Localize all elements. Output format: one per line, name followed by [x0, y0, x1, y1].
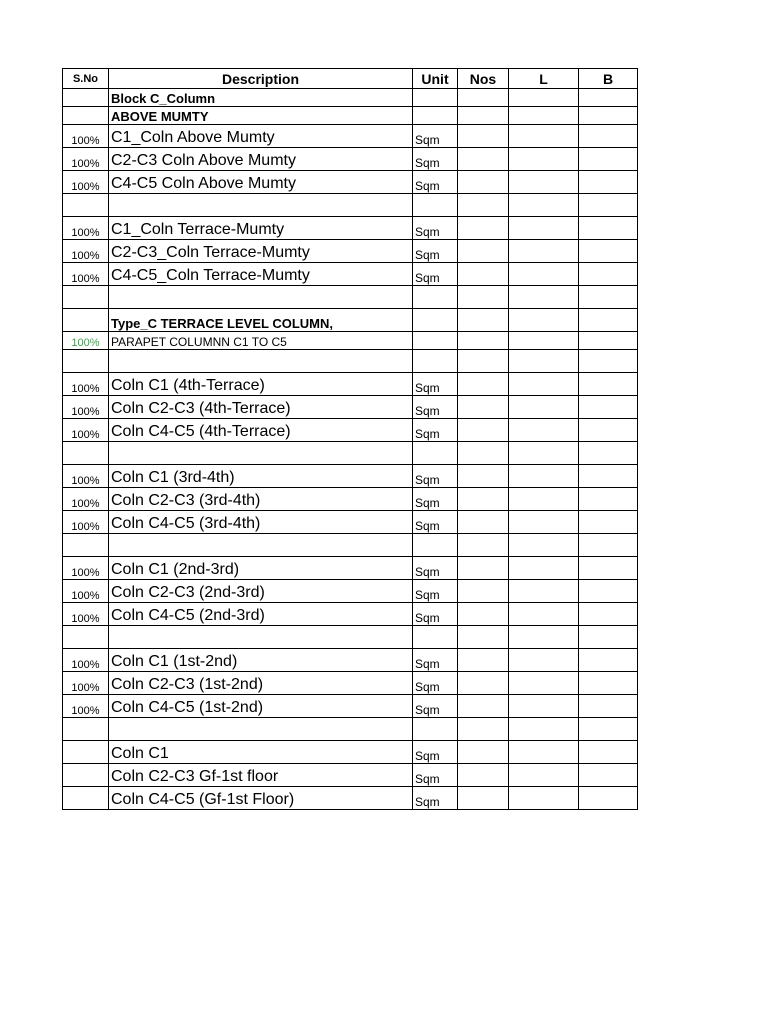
cell-l[interactable]: [509, 217, 579, 240]
cell-nos[interactable]: [458, 419, 509, 442]
cell-l[interactable]: [509, 240, 579, 263]
cell-b[interactable]: [579, 465, 638, 488]
cell-unit[interactable]: Sqm: [413, 741, 458, 764]
header-b[interactable]: B: [579, 69, 638, 89]
cell-description[interactable]: Coln C4-C5 (3rd-4th): [109, 511, 413, 534]
cell-sno[interactable]: [63, 534, 109, 557]
cell-b[interactable]: [579, 194, 638, 217]
cell-l[interactable]: [509, 332, 579, 350]
cell-sno[interactable]: [63, 194, 109, 217]
cell-unit[interactable]: [413, 350, 458, 373]
cell-b[interactable]: [579, 263, 638, 286]
cell-l[interactable]: [509, 465, 579, 488]
cell-b[interactable]: [579, 718, 638, 741]
table-row: [63, 695, 638, 718]
cell-nos[interactable]: [458, 626, 509, 649]
cell-description[interactable]: Coln C4-C5 (1st-2nd): [109, 695, 413, 718]
cell-sno[interactable]: 100%: [63, 263, 109, 286]
cell-sno[interactable]: 100%: [63, 419, 109, 442]
cell-description[interactable]: Coln C1 (4th-Terrace): [109, 373, 413, 396]
header-row: [63, 69, 638, 89]
cell-sno[interactable]: 100%: [63, 488, 109, 511]
cell-unit[interactable]: Sqm: [413, 465, 458, 488]
cell-nos[interactable]: [458, 240, 509, 263]
cell-unit[interactable]: [413, 534, 458, 557]
header-unit[interactable]: Unit: [413, 69, 458, 89]
cell-b[interactable]: [579, 649, 638, 672]
table-row: [63, 511, 638, 534]
cell-sno[interactable]: [63, 350, 109, 373]
cell-description[interactable]: Coln C2-C3 Gf-1st floor: [109, 764, 413, 787]
cell-description[interactable]: Coln C4-C5 (Gf-1st Floor): [109, 787, 413, 810]
cell-description[interactable]: [109, 626, 413, 649]
cell-sno[interactable]: [63, 626, 109, 649]
cell-b[interactable]: [579, 695, 638, 718]
cell-nos[interactable]: [458, 787, 509, 810]
cell-unit[interactable]: Sqm: [413, 171, 458, 194]
table-row: [63, 107, 638, 125]
cell-l[interactable]: [509, 649, 579, 672]
cell-sno[interactable]: 100%: [63, 649, 109, 672]
cell-l[interactable]: [509, 741, 579, 764]
header-l[interactable]: L: [509, 69, 579, 89]
cell-description[interactable]: Coln C2-C3 (4th-Terrace): [109, 396, 413, 419]
cell-sno[interactable]: 100%: [63, 511, 109, 534]
cell-description[interactable]: Coln C1: [109, 741, 413, 764]
cell-b[interactable]: [579, 672, 638, 695]
cell-b[interactable]: [579, 580, 638, 603]
cell-sno[interactable]: 100%: [63, 465, 109, 488]
table-row: [63, 580, 638, 603]
cell-sno[interactable]: [63, 764, 109, 787]
cell-l[interactable]: [509, 534, 579, 557]
cell-description[interactable]: ABOVE MUMTY: [109, 107, 413, 125]
cell-b[interactable]: [579, 787, 638, 810]
cell-nos[interactable]: [458, 741, 509, 764]
cell-sno[interactable]: 100%: [63, 217, 109, 240]
cell-sno[interactable]: [63, 741, 109, 764]
table-row: [63, 194, 638, 217]
cell-sno[interactable]: 100%: [63, 603, 109, 626]
cell-l[interactable]: [509, 787, 579, 810]
cell-nos[interactable]: [458, 125, 509, 148]
cell-sno[interactable]: 100%: [63, 580, 109, 603]
header-sno[interactable]: S.No: [63, 69, 109, 89]
cell-description[interactable]: Coln C4-C5 (4th-Terrace): [109, 419, 413, 442]
cell-sno[interactable]: 100%: [63, 125, 109, 148]
cell-unit[interactable]: Sqm: [413, 764, 458, 787]
cell-unit[interactable]: Sqm: [413, 649, 458, 672]
cell-b[interactable]: [579, 373, 638, 396]
cell-description[interactable]: Coln C2-C3 (1st-2nd): [109, 672, 413, 695]
cell-b[interactable]: [579, 89, 638, 107]
table-row: [63, 488, 638, 511]
cell-b[interactable]: [579, 107, 638, 125]
table-row: [63, 764, 638, 787]
cell-nos[interactable]: [458, 672, 509, 695]
cell-sno[interactable]: [63, 107, 109, 125]
cell-l[interactable]: [509, 511, 579, 534]
cell-nos[interactable]: [458, 89, 509, 107]
cell-b[interactable]: [579, 442, 638, 465]
cell-unit[interactable]: Sqm: [413, 488, 458, 511]
table-row: [63, 419, 638, 442]
cell-description[interactable]: Coln C2-C3 (3rd-4th): [109, 488, 413, 511]
table-row: [63, 534, 638, 557]
cell-description[interactable]: Coln C2-C3 (2nd-3rd): [109, 580, 413, 603]
cell-b[interactable]: [579, 396, 638, 419]
cell-nos[interactable]: [458, 286, 509, 309]
cell-unit[interactable]: [413, 194, 458, 217]
cell-description[interactable]: [109, 286, 413, 309]
cell-l[interactable]: [509, 373, 579, 396]
cell-description[interactable]: [109, 534, 413, 557]
cell-l[interactable]: [509, 89, 579, 107]
cell-description[interactable]: Coln C4-C5 (2nd-3rd): [109, 603, 413, 626]
cell-b[interactable]: [579, 350, 638, 373]
cell-b[interactable]: [579, 534, 638, 557]
cell-l[interactable]: [509, 396, 579, 419]
cell-b[interactable]: [579, 626, 638, 649]
cell-b[interactable]: [579, 309, 638, 332]
cell-nos[interactable]: [458, 396, 509, 419]
cell-l[interactable]: [509, 148, 579, 171]
cell-l[interactable]: [509, 125, 579, 148]
cell-description[interactable]: C1_Coln Above Mumty: [109, 125, 413, 148]
cell-l[interactable]: [509, 309, 579, 332]
cell-l[interactable]: [509, 263, 579, 286]
cell-l[interactable]: [509, 718, 579, 741]
cell-nos[interactable]: [458, 764, 509, 787]
cell-sno[interactable]: 100%: [63, 396, 109, 419]
table-row: [63, 350, 638, 373]
cell-sno[interactable]: 100%: [63, 373, 109, 396]
cell-nos[interactable]: [458, 695, 509, 718]
cell-l[interactable]: [509, 557, 579, 580]
table-row: [63, 626, 638, 649]
cell-l[interactable]: [509, 764, 579, 787]
table-row: [63, 148, 638, 171]
cell-unit[interactable]: Sqm: [413, 580, 458, 603]
cell-unit[interactable]: Sqm: [413, 240, 458, 263]
cell-nos[interactable]: [458, 217, 509, 240]
header-description[interactable]: Description: [109, 69, 413, 89]
cell-unit[interactable]: [413, 89, 458, 107]
cell-nos[interactable]: [458, 148, 509, 171]
cell-b[interactable]: [579, 557, 638, 580]
cell-b[interactable]: [579, 286, 638, 309]
cell-description[interactable]: C4-C5 Coln Above Mumty: [109, 171, 413, 194]
cell-nos[interactable]: [458, 557, 509, 580]
cell-unit[interactable]: Sqm: [413, 396, 458, 419]
cell-unit[interactable]: Sqm: [413, 557, 458, 580]
table-row: [63, 240, 638, 263]
cell-sno[interactable]: [63, 89, 109, 107]
cell-nos[interactable]: [458, 442, 509, 465]
table-row: [63, 125, 638, 148]
cell-description[interactable]: C1_Coln Terrace-Mumty: [109, 217, 413, 240]
cell-b[interactable]: [579, 488, 638, 511]
table-row: [63, 217, 638, 240]
cell-b[interactable]: [579, 603, 638, 626]
cell-b[interactable]: [579, 217, 638, 240]
cell-sno[interactable]: 100%: [63, 695, 109, 718]
cell-nos[interactable]: [458, 171, 509, 194]
cell-sno[interactable]: [63, 309, 109, 332]
cell-description[interactable]: Type_C TERRACE LEVEL COLUMN,: [109, 309, 413, 332]
cell-nos[interactable]: [458, 649, 509, 672]
cell-unit[interactable]: [413, 718, 458, 741]
cell-description[interactable]: [109, 194, 413, 217]
cell-l[interactable]: [509, 286, 579, 309]
cell-nos[interactable]: [458, 488, 509, 511]
cell-description[interactable]: Block C_Column: [109, 89, 413, 107]
table-row: [63, 332, 638, 350]
cell-nos[interactable]: [458, 309, 509, 332]
cell-nos[interactable]: [458, 465, 509, 488]
table-row: [63, 89, 638, 107]
cell-nos[interactable]: [458, 332, 509, 350]
table-row: [63, 741, 638, 764]
cell-nos[interactable]: [458, 511, 509, 534]
cell-description[interactable]: [109, 718, 413, 741]
cell-nos[interactable]: [458, 194, 509, 217]
cell-nos[interactable]: [458, 580, 509, 603]
cell-description[interactable]: [109, 350, 413, 373]
cell-sno[interactable]: 100%: [63, 148, 109, 171]
cell-sno[interactable]: [63, 286, 109, 309]
cell-l[interactable]: [509, 419, 579, 442]
table-row: [63, 787, 638, 810]
cell-nos[interactable]: [458, 107, 509, 125]
table-row: [63, 396, 638, 419]
cell-b[interactable]: [579, 148, 638, 171]
table-row: [63, 263, 638, 286]
table-row: [63, 672, 638, 695]
cell-unit[interactable]: Sqm: [413, 373, 458, 396]
cell-description[interactable]: [109, 442, 413, 465]
cell-unit[interactable]: Sqm: [413, 695, 458, 718]
table-row: [63, 649, 638, 672]
cell-unit[interactable]: Sqm: [413, 263, 458, 286]
cell-sno[interactable]: [63, 787, 109, 810]
cell-description[interactable]: Coln C1 (2nd-3rd): [109, 557, 413, 580]
table-row: [63, 718, 638, 741]
table-row: [63, 309, 638, 332]
cell-unit[interactable]: Sqm: [413, 217, 458, 240]
cell-unit[interactable]: [413, 309, 458, 332]
cell-unit[interactable]: Sqm: [413, 148, 458, 171]
cell-unit[interactable]: Sqm: [413, 603, 458, 626]
cell-l[interactable]: [509, 442, 579, 465]
cell-b[interactable]: [579, 240, 638, 263]
cell-unit[interactable]: [413, 286, 458, 309]
cell-description[interactable]: Coln C1 (3rd-4th): [109, 465, 413, 488]
cell-sno[interactable]: 100%: [63, 171, 109, 194]
cell-l[interactable]: [509, 107, 579, 125]
cell-sno[interactable]: 100%: [63, 672, 109, 695]
cell-nos[interactable]: [458, 718, 509, 741]
cell-nos[interactable]: [458, 263, 509, 286]
cell-l[interactable]: [509, 171, 579, 194]
cell-l[interactable]: [509, 695, 579, 718]
cell-sno[interactable]: [63, 442, 109, 465]
cell-unit[interactable]: [413, 332, 458, 350]
cell-l[interactable]: [509, 194, 579, 217]
cell-sno[interactable]: 100%: [63, 332, 109, 350]
cell-unit[interactable]: [413, 442, 458, 465]
cell-description[interactable]: C2-C3_Coln Terrace-Mumty: [109, 240, 413, 263]
cell-l[interactable]: [509, 488, 579, 511]
cell-b[interactable]: [579, 125, 638, 148]
cell-unit[interactable]: Sqm: [413, 125, 458, 148]
table-row: [63, 465, 638, 488]
table-row: [63, 442, 638, 465]
cell-sno[interactable]: 100%: [63, 240, 109, 263]
table-row: [63, 603, 638, 626]
cell-b[interactable]: [579, 741, 638, 764]
table-row: [63, 373, 638, 396]
cell-description[interactable]: C4-C5_Coln Terrace-Mumty: [109, 263, 413, 286]
cell-nos[interactable]: [458, 534, 509, 557]
cell-b[interactable]: [579, 332, 638, 350]
cell-nos[interactable]: [458, 350, 509, 373]
cell-l[interactable]: [509, 580, 579, 603]
table-row: [63, 286, 638, 309]
cell-description[interactable]: Coln C1 (1st-2nd): [109, 649, 413, 672]
cell-l[interactable]: [509, 603, 579, 626]
cell-b[interactable]: [579, 171, 638, 194]
cell-unit[interactable]: Sqm: [413, 511, 458, 534]
cell-unit[interactable]: [413, 107, 458, 125]
cell-description[interactable]: C2-C3 Coln Above Mumty: [109, 148, 413, 171]
table-row: [63, 171, 638, 194]
cell-sno[interactable]: 100%: [63, 557, 109, 580]
cell-b[interactable]: [579, 419, 638, 442]
cell-nos[interactable]: [458, 603, 509, 626]
cell-b[interactable]: [579, 511, 638, 534]
cell-l[interactable]: [509, 350, 579, 373]
cell-nos[interactable]: [458, 373, 509, 396]
cell-sno[interactable]: [63, 718, 109, 741]
header-nos[interactable]: Nos: [458, 69, 509, 89]
cell-unit[interactable]: Sqm: [413, 672, 458, 695]
cell-unit[interactable]: Sqm: [413, 787, 458, 810]
cell-unit[interactable]: Sqm: [413, 419, 458, 442]
cell-l[interactable]: [509, 626, 579, 649]
table-row: [63, 557, 638, 580]
quantity-sheet-table: [62, 68, 638, 810]
cell-l[interactable]: [509, 672, 579, 695]
cell-unit[interactable]: [413, 626, 458, 649]
cell-description[interactable]: PARAPET COLUMNN C1 TO C5: [109, 332, 413, 350]
cell-b[interactable]: [579, 764, 638, 787]
